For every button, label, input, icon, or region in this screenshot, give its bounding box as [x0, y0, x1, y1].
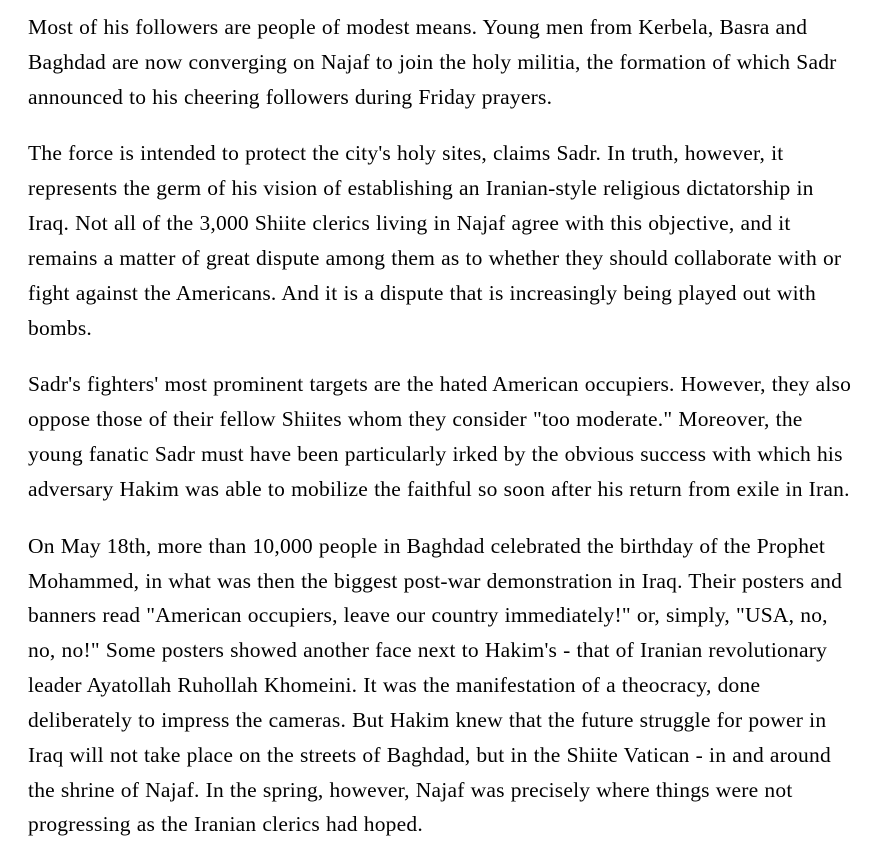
article-paragraph: The force is intended to protect the city's holy sites, claims Sadr. In truth, however, it represents the germ of his vision of establishing an Iranian-style religious dictatorship in Iraq. Not all of the 3,000 Shiite clerics living in Najaf agree with this objective, and it remains a matter of great dispute among them as to whether they should collaborate with or fight against the Americans. And it is a dispute that is increasingly being played out with bombs.	[28, 141, 842, 340]
article-paragraph: Sadr's fighters' most prominent targets are the hated American occupiers. However, they also oppose those of their fellow Shiites whom they consider "too moderate." Moreover, the young fanatic Sadr must have been particularly irked by the obvious success with which his adversary Hakim was able to mobilize the faithful so soon after his return from exile in Iran.	[28, 372, 852, 501]
article-paragraph: Most of his followers are people of modest means. Young men from Kerbela, Basra and Baghdad are now converging on Najaf to join the holy militia, the formation of which Sadr announced to his cheering followers during Friday prayers.	[28, 15, 837, 109]
article-paragraph: On May 18th, more than 10,000 people in Baghdad celebrated the birthday of the Prophet Mohammed, in what was then the biggest post-war demonstration in Iraq. Their posters and banners read "American occupiers, leave our country immediately!" or, simply, "USA, no, no, no!" Some posters showed another face next to Hakim's - that of Iranian revolutionary leader Ayatollah Ruhollah Khomeini. It was the manifestation of a theocracy, done deliberately to impress the cameras. But Hakim knew that the future struggle for power in Iraq will not take place on the streets of Baghdad, but in the Shiite Vatican - in and around the shrine of Najaf. In the spring, however, Najaf was precisely where things were not progressing as the Iranian clerics had hoped.	[28, 533, 843, 837]
